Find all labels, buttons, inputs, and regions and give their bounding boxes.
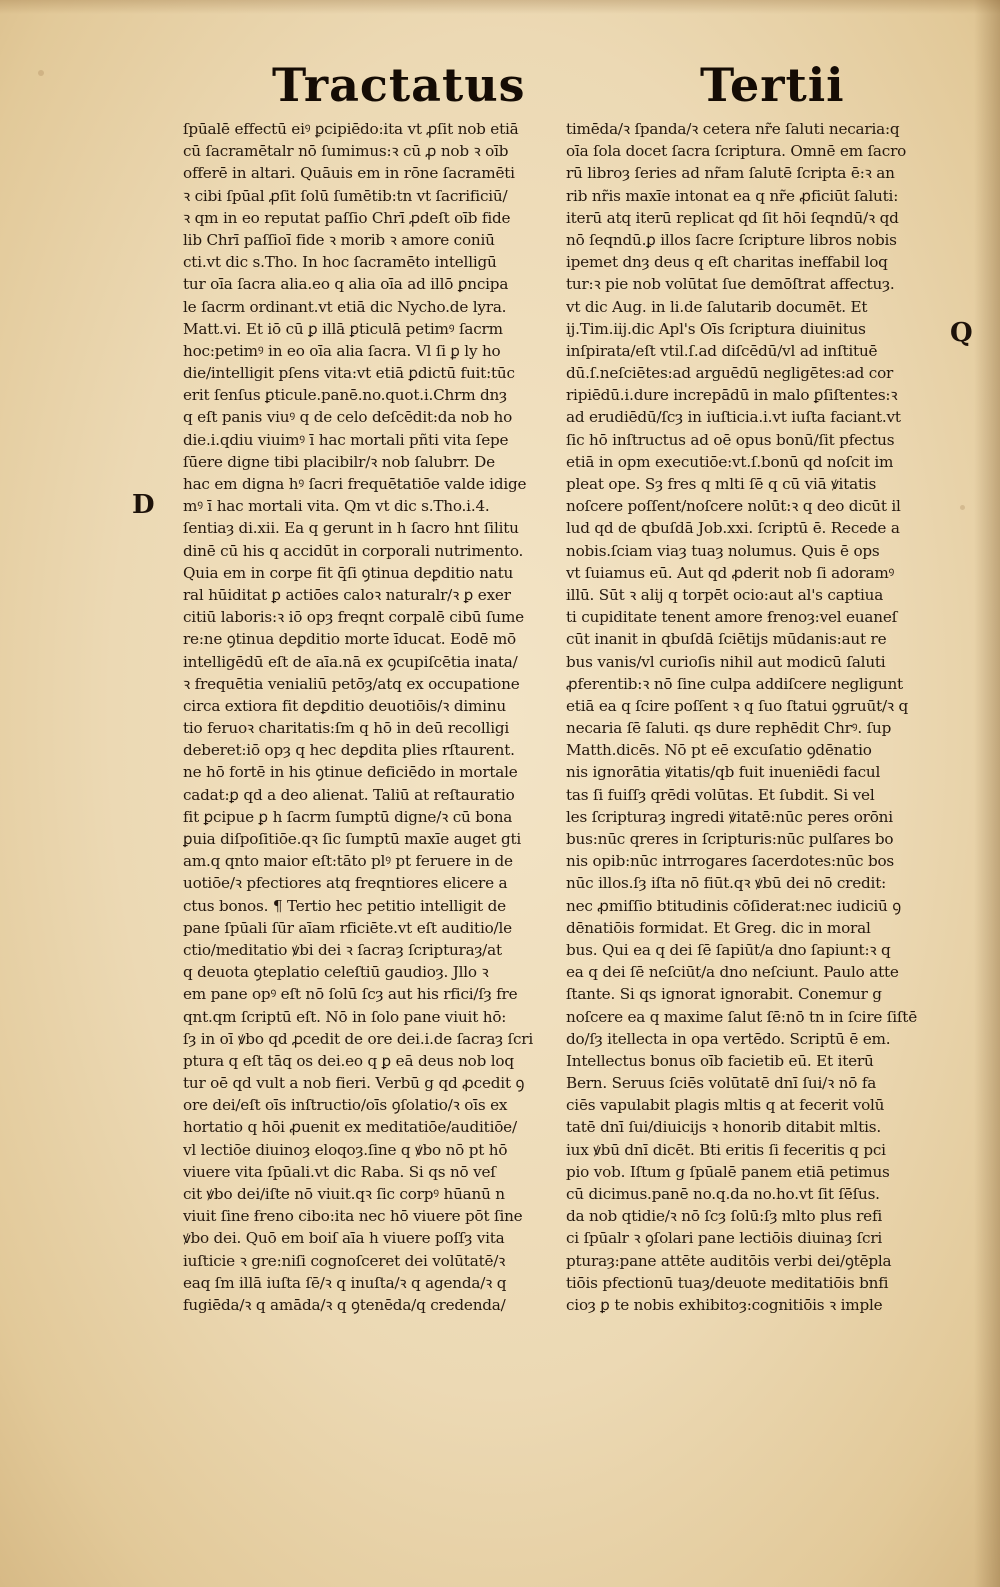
text-line: do/ſȝ itellecta in opa vertēdo. Scriptū ē em. — [566, 1029, 891, 1048]
text-line: ctio/meditatio ꝟbi dei ꝛ ſacraȝ ſcripturaȝ/at — [183, 940, 502, 959]
text-line: q deuota ꝯteplatio celeſtiū gaudioȝ. Jllo ꝛ — [183, 963, 489, 982]
text-line: ipemet dnȝ deus q eſt charitas ineffabil loq — [566, 253, 888, 272]
text-line: qnt.qm ſcriptū eſt. Nō in ſolo pane viuit hō: — [183, 1007, 507, 1026]
text-line: iterū atq iterū replicat qd ſit hōi ſeqndū/ꝛ qd — [566, 208, 899, 227]
text-line: ſpūalē effectū eiꝰ ꝑcipiēdo:ita vt ꝓſit nob etiā — [183, 120, 519, 138]
text-line: tio feruoꝛ charitatis:ſm q hō in deū recolligi — [183, 719, 510, 738]
page-top-shadow — [0, 0, 1000, 14]
text-line: les ſcripturaȝ ingredi ꝟitatē:nūc peres orōni — [566, 807, 893, 826]
text-line: nis ignorātia ꝟitatis/qb fuit inueniēdi facul — [566, 763, 881, 782]
text-line: bus. Qui ea q dei ſē ſapiūt/a dno ſapiunt:ꝛ q — [566, 940, 891, 959]
text-line: nūc illos.ſȝ iſta nō fiūt.qꝛ ꝟbū dei nō credit: — [566, 874, 887, 893]
page-gutter-shadow — [974, 0, 1000, 1587]
text-line: pleat ope. Sȝ fres q mlti ſē q cū viā ꝟitatis — [566, 475, 877, 493]
text-line: iux ꝟbū dnī dicēt. Bti eritis ſi feceritis q pci — [566, 1140, 886, 1159]
text-line: offerē in altari. Quāuis em in rōne ſacramēti — [183, 164, 515, 183]
text-line: dinē cū his q accidūt in corporali nutrimento. — [183, 541, 524, 560]
text-line: ad erudiēdū/ſcȝ in iuſticia.i.vt iuſta faciant.vt — [566, 408, 901, 427]
text-line: tur oīa ſacra alia.eo q alia oīa ad illō ꝑncipa — [183, 275, 509, 294]
text-line: ꝓferentib:ꝛ nō ſine culpa addiſcere negligunt — [566, 674, 903, 693]
text-line: timēda/ꝛ ſpanda/ꝛ cetera nr̃e ſaluti necaria:q — [566, 120, 900, 138]
text-line: lud qd de qbuſdā Job.xxi. ſcriptū ē. Recede a — [566, 519, 900, 538]
text-line: ore dei/eſt oīs inſtructio/oīs ꝯſolatio/ꝛ oīs ex — [183, 1096, 508, 1115]
text-line: rib nr̃is maxīe intonat ea q nr̃e ꝓficiūt ſaluti: — [566, 186, 899, 205]
text-line: ꝟbo dei. Quō em boiſ aīa h viuere poſſȝ vita — [183, 1229, 505, 1248]
text-line: cit ꝟbo dei/iſte nō viuit.qꝛ ſic corpꝰ hūanū n — [183, 1185, 505, 1203]
text-line: die/intelligit pſens vita:vt etiā ꝑdictū fuit:tūc — [183, 364, 515, 383]
text-line: ne hō fortē in his ꝯtinue deficiēdo in mortale — [183, 763, 518, 782]
text-line: ꝑuia diſpoſitiōe.qꝛ ſic ſumptū maxīe auget gti — [183, 830, 522, 848]
text-line: ctus bonos. ¶ Tertio hec petitio intelligit de — [183, 896, 506, 915]
text-column-left — [183, 118, 555, 1333]
text-line: ſūere digne tibi placibilr/ꝛ nob ſalubrr. De — [183, 452, 495, 471]
running-head-left: Tractatus — [272, 58, 526, 112]
text-line: vt ſuiamus eū. Aut qd ꝓderit nob ſi adoramꝰ — [566, 563, 895, 582]
text-line: etiā ea q ſcire poſſent ꝛ q ſuo ſtatui ꝯgruūt/ꝛ q — [566, 696, 909, 715]
text-line: nis opib:nūc intrrogares ſacerdotes:nūc bos — [566, 852, 895, 871]
text-line: inſpirata/eſt vtil.ſ.ad diſcēdū/vl ad inſtituē — [566, 341, 878, 360]
text-line: Matth.dicēs. Nō pt eē excuſatio ꝯdēnatio — [566, 741, 872, 760]
text-line: tatē dnī ſui/diuicijs ꝛ honorib ditabit mltis. — [566, 1118, 881, 1137]
text-line: fit ꝑcipue ꝑ h ſacrm ſumptū digne/ꝛ cū bona — [183, 807, 513, 826]
text-line: die.i.qdiu viuimꝰ ī hac mortali pñti vita ſepe — [183, 430, 509, 449]
text-line: fugiēda/ꝛ q amāda/ꝛ q ꝯtenēda/q credenda/ — [183, 1295, 506, 1314]
text-line: Bern. Seruus ſciēs volūtatē dnī ſui/ꝛ nō fa — [566, 1074, 877, 1093]
text-line: da nob qtidie/ꝛ nō ſcȝ ſolū:ſȝ mlto plus refi — [566, 1207, 883, 1226]
text-line: Matt.vi. Et iō cū ꝑ illā ꝑticulā petimꝰ ſacrm — [183, 319, 503, 338]
text-line: vl lectiōe diuinoȝ eloqoȝ.ſine q ꝟbo nō pt hō — [183, 1140, 508, 1159]
text-line: ſtante. Si qs ignorat ignorabit. Conemur g — [566, 985, 882, 1004]
text-line: ti cupiditate tenent amore ẜrenoȝ:vel euaneſ — [566, 608, 898, 627]
text-line: Intellectus bonus oīb facietib eū. Et iterū — [566, 1051, 874, 1070]
text-line: cūt inanit in qbuſdā ſciētijs mūdanis:aut re — [566, 630, 887, 649]
text-line: etiā in opm executiōe:vt.ſ.bonū qd noſcit im — [566, 452, 894, 471]
text-line: dū.ſ.neſciētes:ad arguēdū negligētes:ad cor — [566, 364, 894, 383]
text-line: hoc:petimꝰ in eo oīa alia ſacra. Vl ſi ꝑ ly ho — [183, 341, 501, 360]
text-line: ſȝ in oī ꝟbo qd ꝓcedit de ore dei.i.de ſacraȝ ſcri — [183, 1029, 533, 1048]
text-column-right — [566, 118, 938, 1333]
text-line: cadat:ꝑ qd a deo alienat. Taliū at reſtauratio — [183, 785, 515, 804]
text-line: pio vob. Iſtum g ſpūalē panem etiā petimus — [566, 1162, 890, 1181]
text-line: pane ſpūali ſūr aīam rficiēte.vt eſt auditio/le — [183, 918, 512, 937]
text-line: pturaȝ:pane attēte auditōis verbi dei/ꝯtēpla — [566, 1251, 892, 1270]
text-line: ꝛ qm in eo reputat paſſio Chrī ꝓdeſt oīb fide — [183, 208, 511, 227]
text-line: ꝛ frequētia venialiū petōȝ/atq ex occupatione — [183, 674, 520, 693]
text-line: erit ſenſus ꝑticule.panē.no.quot.i.Chrm dnȝ — [183, 386, 507, 405]
text-line: uotiōe/ꝛ pfectiores atq freqntiores elicere a — [183, 874, 508, 893]
text-line: ptura q eſt tāq os dei.eo q ꝑ eā deus nob loq — [183, 1051, 514, 1070]
text-line: viuere vita ſpūali.vt dic Raba. Si qs nō veſ — [183, 1162, 496, 1181]
text-line: q eſt panis viuꝰ q de celo deſcēdit:da nob ho — [183, 408, 513, 427]
text-line: hortatio q hōi ꝓuenit ex meditatiōe/auditiōe/ — [183, 1118, 517, 1137]
text-line: cū ſacramētalr nō ſumimus:ꝛ cū ꝓ nob ꝛ oīb — [183, 142, 509, 161]
text-line: le ſacrm ordinant.vt etiā dic Nycho.de lyra. — [183, 297, 507, 316]
text-line: ciēs vapulabit plagis mltis q at fecerit volū — [566, 1096, 885, 1115]
text-line: nec ꝓmiſſio btitudinis cōſiderat:nec iudiciū ꝯ — [566, 896, 901, 915]
text-line: ſentiaȝ di.xii. Ea q gerunt in h ſacro hnt ſilitu — [183, 519, 519, 538]
text-line: ea q dei ſē neſciūt/a dno neſciunt. Paulo atte — [566, 963, 899, 982]
text-line: hac em digna hꝰ ſacri frequētatiōe valde idige — [183, 475, 527, 493]
marginal-letter-left: D — [132, 490, 155, 520]
text-line: necaria ſē ſaluti. qs dure rephēdit Chrꝰ. ſup — [566, 719, 892, 738]
text-line: dēnatiōis formidat. Et Greg. dic in moral — [566, 918, 871, 937]
running-head-right: Tertii — [700, 58, 845, 112]
text-line: bus:nūc qreres in ſcripturis:nūc pulſares bo — [566, 830, 894, 848]
text-line: am.q qnto maior eſt:tāto plꝰ pt feruere in de — [183, 852, 513, 871]
text-line: circa extiora fit deꝑditio deuotiōis/ꝛ diminu — [183, 696, 507, 715]
text-line: noſcere poſſent/noſcere nolūt:ꝛ q deo dicūt il — [566, 497, 901, 516]
text-line: lib Chrī paſſioī fide ꝛ morib ꝛ amore coniū — [183, 230, 495, 249]
text-line: illū. Sūt ꝛ alij q torpēt ocio:aut al's captiua — [566, 585, 884, 604]
text-line: citiū laboris:ꝛ iō opȝ freqnt corpalē cibū ſume — [183, 608, 524, 627]
text-line: Quia em in corpe fit q̄ſi ꝯtinua deꝑditio natu — [183, 563, 514, 582]
text-line: viuit ſine ẜreno cibo:ita nec hō viuere pōt ſine — [183, 1207, 523, 1226]
text-line: ci ſpūalr ꝛ ꝯſolari pane lectiōis diuinaȝ ſcri — [566, 1229, 883, 1248]
text-line: em pane opꝰ eſt nō ſolū ſcȝ aut his rfici/ſȝ fre — [183, 985, 518, 1004]
text-line: ſic hō inſtructus ad oē opus bonū/ſit pfectus — [566, 430, 895, 449]
text-line: eaq ſm illā iuſta ſē/ꝛ q inuſta/ꝛ q agenda/ꝛ q — [183, 1273, 507, 1292]
text-line: deberet:iō opȝ q hec deꝑdita plies rſtaurent. — [183, 741, 515, 760]
text-line: ral hūiditat ꝑ actiōes caloꝛ naturalr/ꝛ ꝑ exer — [183, 585, 511, 604]
text-line: tur:ꝛ pie nob volūtat ſue demōſtrat affectuȝ. — [566, 275, 895, 294]
text-line: vt dic Aug. in li.de ſalutarib documēt. Et — [566, 297, 868, 316]
text-line: nō ſeqndū.ꝑ illos ſacre ſcripture libros nobis — [566, 230, 897, 249]
text-line: oīa ſola docet ſacra ſcriptura. Omnē em ſacro — [566, 142, 907, 161]
text-line: intelligēdū eſt de aīa.nā ex ꝯcupiſcētia inata/ — [183, 652, 518, 671]
text-line: ij.Tim.iij.dic Apl's Oīs ſcriptura diuinitus — [566, 319, 866, 338]
marginal-letter-right: Q — [950, 318, 973, 348]
text-line: mꝰ ī hac mortali vita. Qm vt dic s.Tho.i.4. — [183, 497, 490, 516]
text-line: ripiēdū.i.dure increpādū in malo ꝑſiſtentes:ꝛ — [566, 386, 898, 405]
paper-stain — [38, 70, 44, 76]
text-line: iuſticie ꝛ gre:niſi cognoſceret dei volūtatē/ꝛ — [183, 1251, 506, 1270]
text-line: bus vanis/vl curioſis nihil aut modicū ſaluti — [566, 652, 886, 671]
text-line: re:ne ꝯtinua deꝑditio morte īducat. Eodē mō — [183, 630, 516, 649]
text-line: tas ſi fuiſſȝ qrēdi volūtas. Et ſubdit. Si vel — [566, 785, 875, 804]
text-line: tiōis pfectionū tuaȝ/deuote meditatiōis bnfi — [566, 1273, 889, 1292]
text-line: cioȝ ꝑ te nobis exhibitoȝ:cognitiōis ꝛ imple — [566, 1295, 883, 1314]
text-line: ꝛ cibi ſpūal ꝓſit ſolū ſumētib:tn vt ſacrificiū/ — [183, 186, 508, 205]
text-line: cū dicimus.panē no.q.da no.ho.vt ſit ſēſus. — [566, 1185, 880, 1203]
text-line: tur oē qd vult a nob fieri. Verbū g qd ꝓcedit ꝯ — [183, 1074, 525, 1093]
paper-stain — [960, 505, 965, 510]
text-line: noſcere ea q maxime ſalut ſē:nō tn in ſcire ſiſtē — [566, 1007, 917, 1026]
text-line: nobis.ſciam viaȝ tuaȝ nolumus. Quis ē ops — [566, 541, 880, 560]
text-line: cti.vt dic s.Tho. In hoc ſacramēto intelligū — [183, 253, 497, 272]
text-line: rū libroȝ ſeries ad nr̃am ſalutē ſcripta ē:ꝛ an — [566, 164, 895, 183]
